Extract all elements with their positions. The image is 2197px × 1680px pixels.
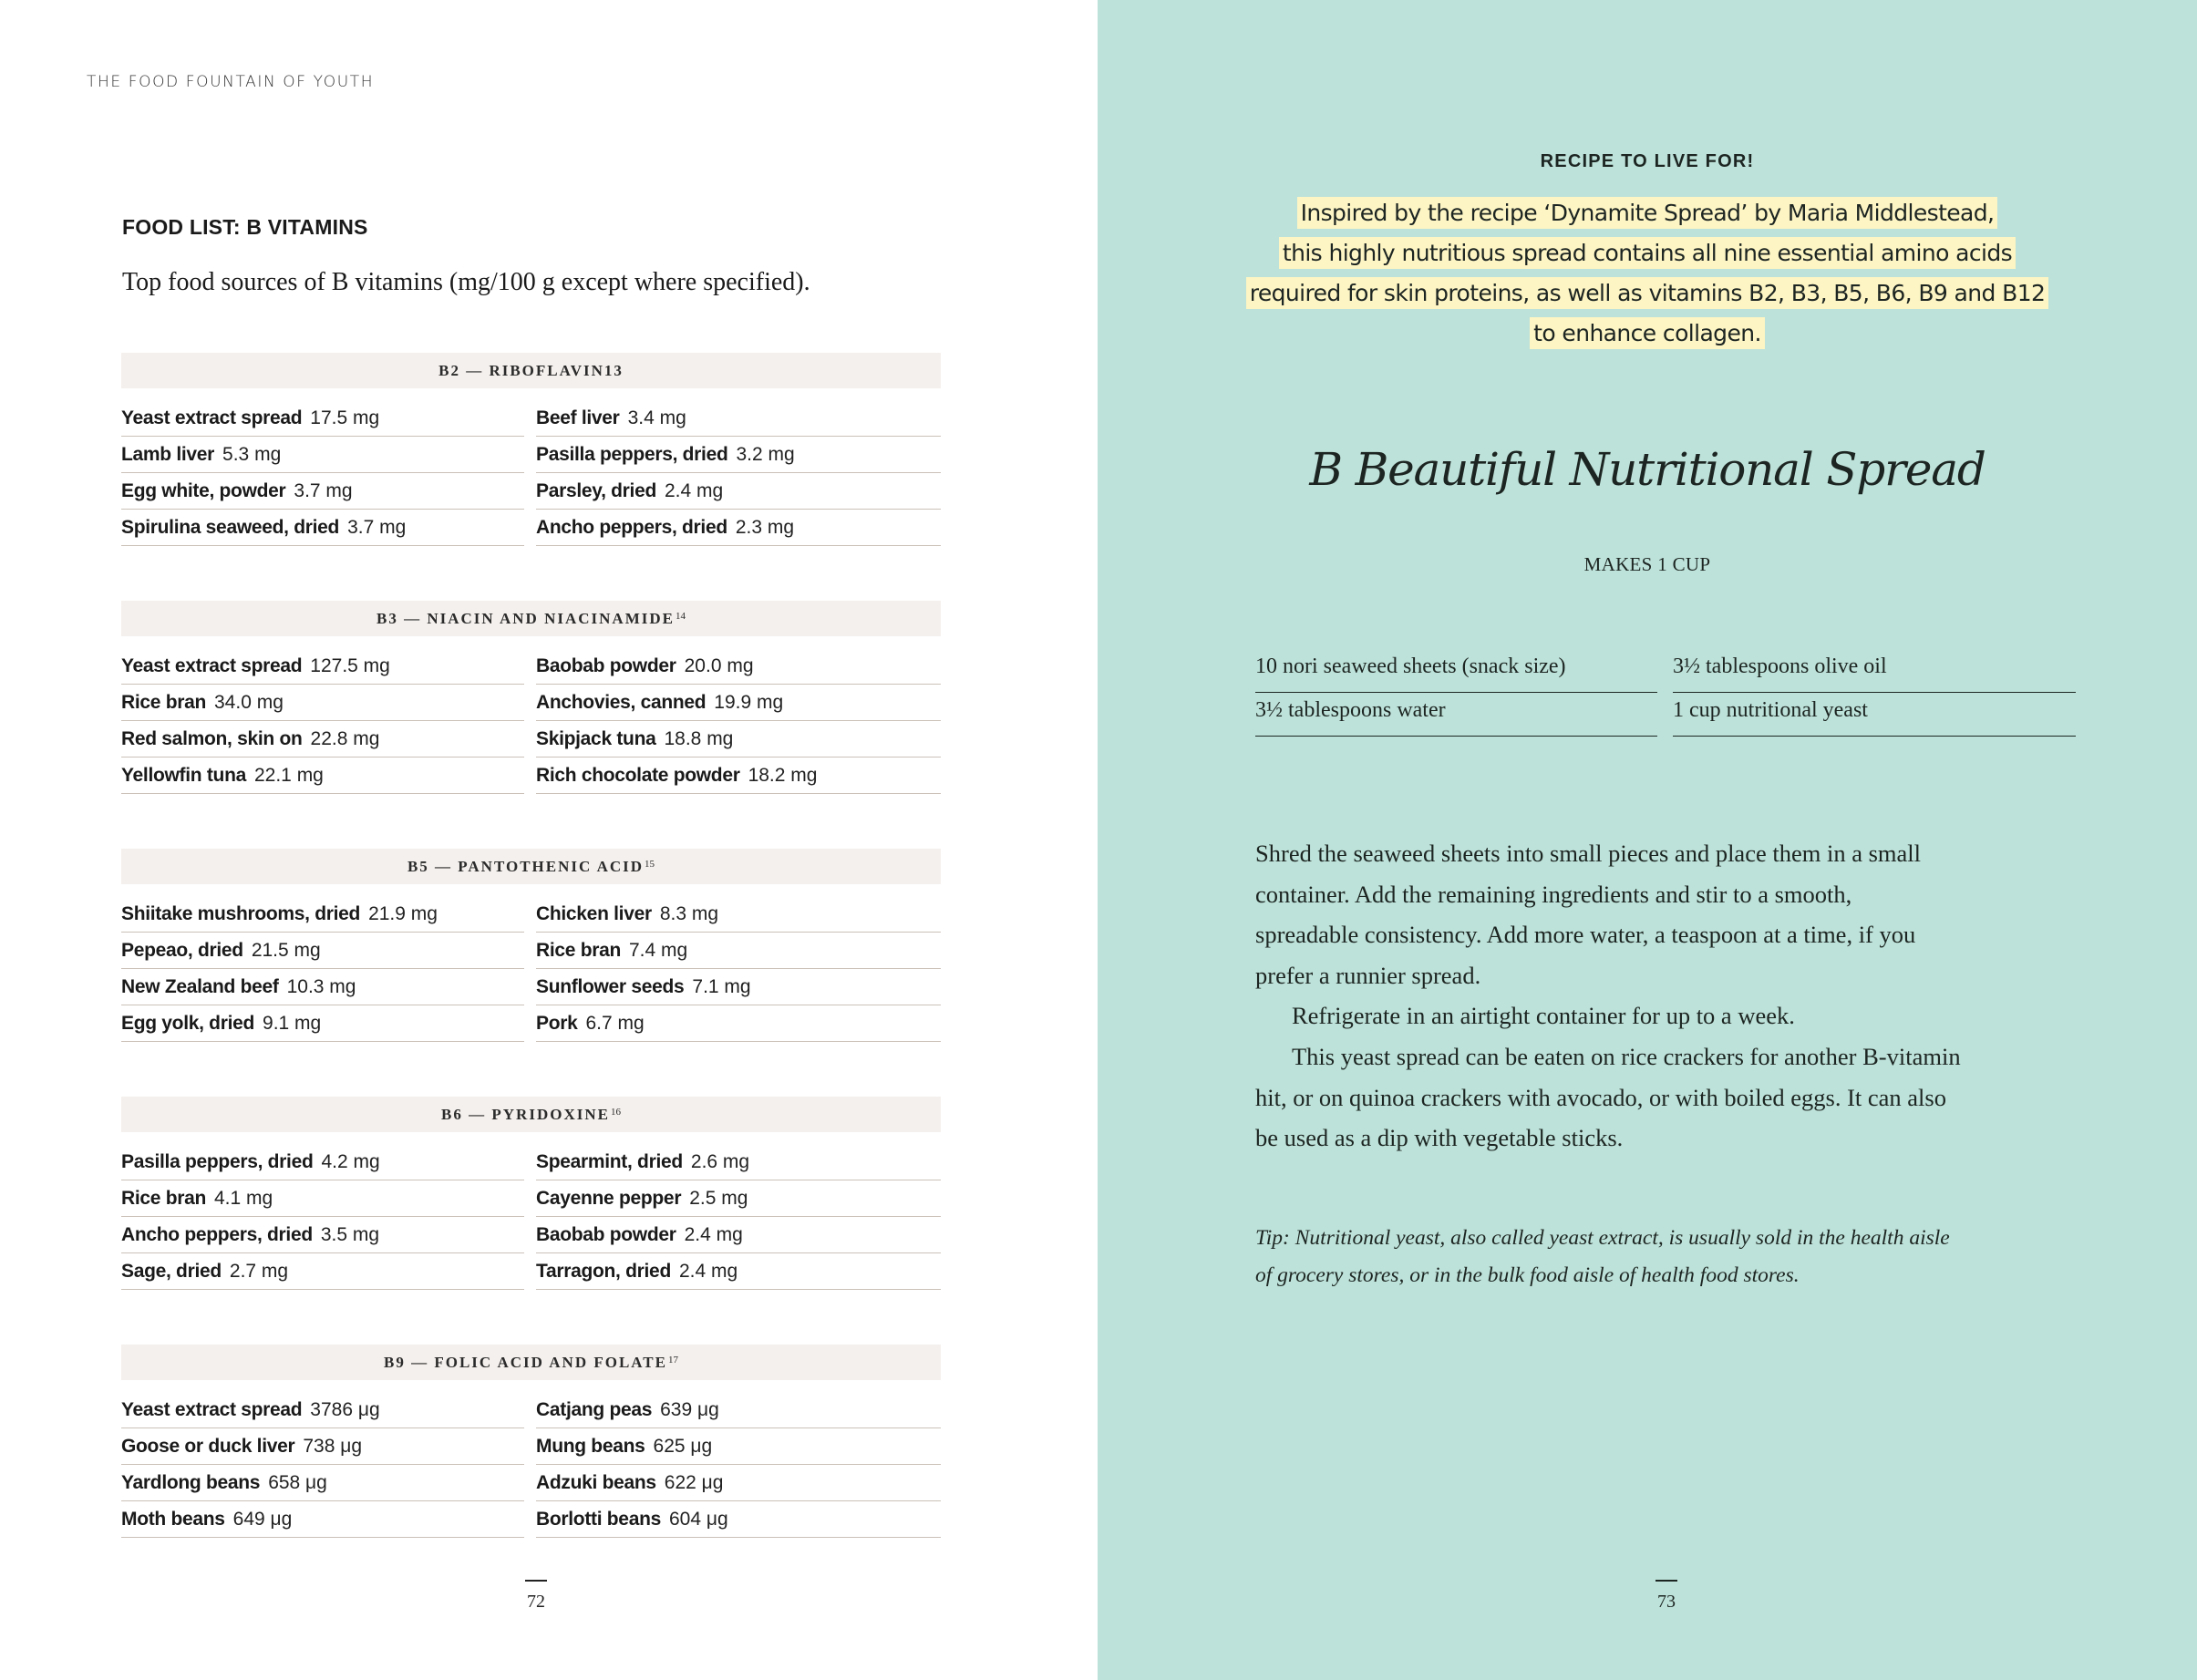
left-page	[0, 0, 1098, 1680]
food-list-title: FOOD LIST: B VITAMINS	[122, 215, 368, 239]
section-heading-band	[121, 601, 941, 636]
food-item	[536, 437, 941, 473]
food-name: Egg yolk, dried	[121, 1013, 255, 1034]
food-item	[536, 1180, 941, 1217]
food-item	[121, 721, 524, 758]
food-amount: 5.3 mg	[222, 444, 282, 465]
food-item	[121, 933, 524, 969]
food-name: Cayenne pepper	[536, 1188, 682, 1209]
food-name: Rich chocolate powder	[536, 765, 740, 786]
recipe-tip	[1255, 1220, 2094, 1294]
food-amount: 2.3 mg	[735, 517, 795, 538]
recipe-kicker: RECIPE TO LIVE FOR!	[1540, 151, 1755, 171]
recipe-intro-highlighted	[1098, 193, 2197, 354]
food-amount: 9.1 mg	[263, 1013, 322, 1034]
recipe-yield: MAKES 1 CUP	[1583, 553, 1711, 575]
ingredient-item: 1 cup nutritional yeast	[1673, 693, 2076, 737]
food-grid	[121, 648, 941, 794]
method-line: This yeast spread can be eaten on rice crackers for another B-vitamin	[1292, 1042, 1961, 1070]
method-paragraph	[1255, 833, 2076, 995]
food-item	[536, 1144, 941, 1180]
food-name: Pork	[536, 1013, 578, 1034]
food-amount: 21.5 mg	[251, 940, 321, 961]
food-amount: 639 μg	[660, 1399, 719, 1420]
food-name: Rice bran	[536, 940, 621, 961]
food-name: Yeast extract spread	[121, 407, 303, 428]
recipe-title: B Beautiful Nutritional Spread	[1309, 443, 1986, 496]
food-name: Yeast extract spread	[121, 1399, 303, 1420]
food-name: Catjang peas	[536, 1399, 653, 1420]
food-name: Yeast extract spread	[121, 655, 303, 676]
page-number-right	[1639, 1580, 1694, 1613]
food-name: Sage, dried	[121, 1261, 222, 1282]
food-amount: 3.5 mg	[320, 1224, 380, 1245]
food-amount: 21.9 mg	[368, 903, 438, 924]
section-heading-band	[121, 1345, 941, 1380]
food-name: New Zealand beef	[121, 976, 279, 997]
recipe-method	[1255, 833, 2076, 1159]
intro-line	[1098, 233, 2197, 273]
tip-line: of grocery stores, or in the bulk food aisle of health food stores.	[1255, 1263, 1800, 1287]
food-item	[536, 933, 941, 969]
food-item	[536, 969, 941, 1005]
food-name: Pasilla peppers, dried	[121, 1151, 314, 1172]
intro-line	[1098, 273, 2197, 314]
food-amount: 19.9 mg	[714, 692, 784, 713]
food-item	[121, 473, 524, 510]
food-name: Borlotti beans	[536, 1509, 661, 1530]
food-list-intro: Top food sources of B vitamins (mg/100 g except where specified).	[122, 268, 810, 296]
section-heading: B2 — RIBOFLAVIN13	[438, 361, 624, 379]
section-heading: B3 — NIACIN AND NIACINAMIDE	[376, 609, 675, 627]
method-line: container. Add the remaining ingredients and stir to a smooth,	[1255, 880, 1852, 908]
tip-line: Tip: Nutritional yeast, also called yeast extract, is usually sold in the health aisle	[1255, 1226, 1950, 1250]
food-item	[121, 969, 524, 1005]
vitamin-section	[121, 1097, 941, 1290]
food-name: Moth beans	[121, 1509, 225, 1530]
food-name: Pepeao, dried	[121, 940, 243, 961]
food-item	[121, 1144, 524, 1180]
food-amount: 22.8 mg	[310, 728, 380, 749]
food-name: Rice bran	[121, 692, 206, 713]
vitamin-section	[121, 1345, 941, 1538]
method-paragraph	[1255, 1036, 2076, 1159]
food-amount: 2.6 mg	[690, 1151, 750, 1172]
food-item	[536, 400, 941, 437]
page-number-left	[509, 1580, 563, 1613]
intro-line	[1098, 314, 2197, 354]
food-amount: 22.1 mg	[253, 765, 324, 786]
ingredient-item: 3½ tablespoons water	[1255, 693, 1657, 737]
food-grid	[121, 1392, 941, 1538]
food-item	[536, 473, 941, 510]
food-item	[536, 758, 941, 794]
food-item	[121, 1253, 524, 1290]
food-name: Ancho peppers, dried	[121, 1224, 313, 1245]
food-item	[121, 1217, 524, 1253]
food-name: Rice bran	[121, 1188, 206, 1209]
vitamin-section	[121, 353, 941, 546]
footnote-marker: 14	[675, 610, 686, 622]
food-grid	[121, 400, 941, 546]
footnote-marker: 15	[645, 858, 655, 870]
food-amount: 18.8 mg	[664, 728, 734, 749]
food-amount: 2.4 mg	[664, 480, 724, 501]
food-amount: 2.4 mg	[678, 1261, 738, 1282]
food-item	[121, 685, 524, 721]
right-page	[1098, 0, 2197, 1680]
method-paragraph	[1255, 995, 2076, 1036]
section-heading-band	[121, 849, 941, 884]
food-name: Baobab powder	[536, 1224, 676, 1245]
food-amount: 3.4 mg	[627, 407, 686, 428]
ingredients-list	[1255, 649, 2076, 737]
food-amount: 8.3 mg	[659, 903, 719, 924]
footnote-marker: 17	[667, 1354, 678, 1366]
food-item	[536, 1428, 941, 1465]
ingredient-item: 10 nori seaweed sheets (snack size)	[1255, 649, 1657, 693]
page-number-text: 73	[1657, 1591, 1676, 1612]
food-amount: 3.2 mg	[736, 444, 795, 465]
page-number-text: 72	[527, 1591, 545, 1612]
food-name: Anchovies, canned	[536, 692, 707, 713]
food-item	[536, 1501, 941, 1538]
food-name: Lamb liver	[121, 444, 215, 465]
highlighted-text: this highly nutritious spread contains all nine essential amino acids	[1279, 237, 2016, 269]
food-amount: 604 μg	[668, 1509, 728, 1530]
food-item	[121, 648, 524, 685]
method-line: be used as a dip with vegetable sticks.	[1255, 1124, 1624, 1152]
food-item	[121, 1005, 524, 1042]
section-heading: B5 — PANTOTHENIC ACID	[407, 857, 645, 875]
food-item	[121, 1180, 524, 1217]
food-grid	[121, 1144, 941, 1290]
food-name: Spirulina seaweed, dried	[121, 517, 340, 538]
food-item	[121, 758, 524, 794]
highlighted-text: required for skin proteins, as well as vitamins B2, B3, B5, B6, B9 and B12	[1246, 277, 2049, 309]
food-amount: 7.1 mg	[692, 976, 751, 997]
food-name: Ancho peppers, dried	[536, 517, 727, 538]
food-name: Parsley, dried	[536, 480, 656, 501]
section-heading: B6 — PYRIDOXINE	[441, 1105, 610, 1123]
food-amount: 3.7 mg	[294, 480, 353, 501]
method-line: Refrigerate in an airtight container for up to a week.	[1292, 1002, 1795, 1030]
food-name: Mung beans	[536, 1436, 645, 1457]
vitamin-section	[121, 849, 941, 1042]
food-item	[536, 510, 941, 546]
food-name: Yardlong beans	[121, 1472, 261, 1493]
food-name: Skipjack tuna	[536, 728, 656, 749]
section-heading-band	[121, 1097, 941, 1132]
food-amount: 658 μg	[268, 1472, 327, 1493]
section-heading-band	[121, 353, 941, 388]
food-item	[536, 721, 941, 758]
food-name: Tarragon, dried	[536, 1261, 671, 1282]
food-amount: 622 μg	[664, 1472, 724, 1493]
food-item	[536, 1392, 941, 1428]
food-amount: 3.7 mg	[347, 517, 407, 538]
food-name: Egg white, powder	[121, 480, 286, 501]
food-item	[536, 685, 941, 721]
food-amount: 127.5 mg	[310, 655, 390, 676]
food-amount: 20.0 mg	[684, 655, 754, 676]
food-grid	[121, 896, 941, 1042]
food-amount: 649 μg	[232, 1509, 293, 1530]
food-item	[536, 896, 941, 933]
food-amount: 3786 μg	[310, 1399, 380, 1420]
food-amount: 17.5 mg	[310, 407, 380, 428]
food-item	[121, 1428, 524, 1465]
food-amount: 7.4 mg	[629, 940, 688, 961]
method-line: spreadable consistency. Add more water, a teaspoon at a time, if you	[1255, 921, 1916, 949]
food-item	[121, 437, 524, 473]
running-head: THE FOOD FOUNTAIN OF YOUTH	[87, 73, 375, 91]
intro-line	[1098, 193, 2197, 233]
food-item	[121, 1501, 524, 1538]
food-amount: 6.7 mg	[585, 1013, 645, 1034]
food-amount: 738 μg	[303, 1436, 363, 1457]
food-item	[536, 648, 941, 685]
food-amount: 2.5 mg	[689, 1188, 748, 1209]
food-amount: 4.2 mg	[321, 1151, 380, 1172]
food-name: Shiitake mushrooms, dried	[121, 903, 361, 924]
food-item	[536, 1253, 941, 1290]
food-name: Baobab powder	[536, 655, 676, 676]
food-item	[121, 400, 524, 437]
food-name: Beef liver	[536, 407, 620, 428]
food-item	[536, 1217, 941, 1253]
highlighted-text: to enhance collagen.	[1530, 317, 1765, 349]
method-line: prefer a runnier spread.	[1255, 961, 1481, 989]
food-name: Spearmint, dried	[536, 1151, 683, 1172]
food-amount: 10.3 mg	[286, 976, 356, 997]
highlighted-text: Inspired by the recipe ‘Dynamite Spread’ by Maria Middlestead,	[1297, 197, 1998, 229]
method-line: Shred the seaweed sheets into small pieces and place them in a small	[1255, 840, 1921, 867]
ingredient-item: 3½ tablespoons olive oil	[1673, 649, 2076, 693]
folio-dash	[1655, 1580, 1677, 1582]
vitamin-section	[121, 601, 941, 794]
food-amount: 34.0 mg	[214, 692, 284, 713]
food-name: Adzuki beans	[536, 1472, 656, 1493]
food-amount: 18.2 mg	[748, 765, 818, 786]
food-name: Goose or duck liver	[121, 1436, 295, 1457]
food-name: Yellowfin tuna	[121, 765, 246, 786]
food-item	[121, 896, 524, 933]
folio-dash	[525, 1580, 547, 1582]
food-amount: 2.7 mg	[229, 1261, 289, 1282]
food-item	[121, 1465, 524, 1501]
food-item	[536, 1005, 941, 1042]
food-amount: 625 μg	[653, 1436, 713, 1457]
food-name: Chicken liver	[536, 903, 652, 924]
food-item	[121, 510, 524, 546]
food-name: Red salmon, skin on	[121, 728, 303, 749]
food-item	[121, 1392, 524, 1428]
food-name: Pasilla peppers, dried	[536, 444, 728, 465]
footnote-marker: 16	[610, 1106, 621, 1118]
food-item	[536, 1465, 941, 1501]
section-heading: B9 — FOLIC ACID AND FOLATE	[384, 1353, 667, 1371]
food-amount: 2.4 mg	[684, 1224, 743, 1245]
food-name: Sunflower seeds	[536, 976, 685, 997]
method-line: hit, or on quinoa crackers with avocado, or with boiled eggs. It can also	[1255, 1083, 1946, 1111]
food-amount: 4.1 mg	[214, 1188, 273, 1209]
